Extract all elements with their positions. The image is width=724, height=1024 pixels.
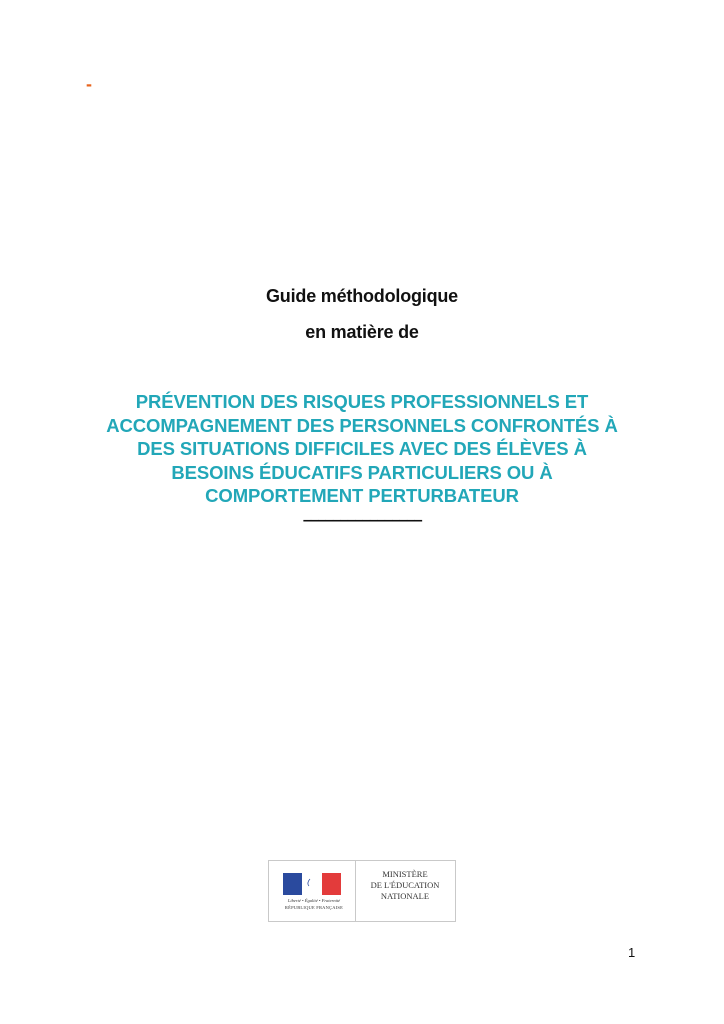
ministry-name	[357, 869, 453, 902]
republic-mark	[275, 867, 351, 915]
ministry-logo	[268, 860, 456, 922]
heading-line: COMPORTEMENT PERTURBATEUR	[205, 485, 519, 506]
guide-subtitle: en matière de	[305, 322, 419, 342]
republic-name: RÉPUBLIQUE FRANÇAISE	[284, 905, 344, 910]
heading-line: PRÉVENTION DES RISQUES PROFESSIONNELS ET	[135, 391, 589, 412]
heading-line: ACCOMPAGNEMENT DES PERSONNELS CONFRONTÉS À	[106, 414, 618, 436]
ministry-line: DE L'ÉDUCATION	[370, 880, 440, 890]
main-heading	[70, 390, 654, 508]
heading-line: BESOINS ÉDUCATIFS PARTICULIERS OU À	[171, 461, 553, 483]
ministry-line: MINISTÈRE	[382, 869, 428, 879]
page-number: 1	[628, 945, 636, 960]
guide-title: Guide méthodologique	[266, 286, 458, 306]
logo-divider	[355, 861, 356, 921]
header-marker: -	[86, 74, 92, 94]
heading-line: DES SITUATIONS DIFFICILES AVEC DES ÉLÈVES À	[137, 438, 587, 459]
marianne-profile-icon	[301, 873, 323, 895]
ministry-line: NATIONALE	[380, 891, 430, 901]
republic-motto: Liberté • Égalité • Fraternité	[287, 898, 341, 903]
heading-separator: ––––––––––––––––	[302, 512, 422, 529]
